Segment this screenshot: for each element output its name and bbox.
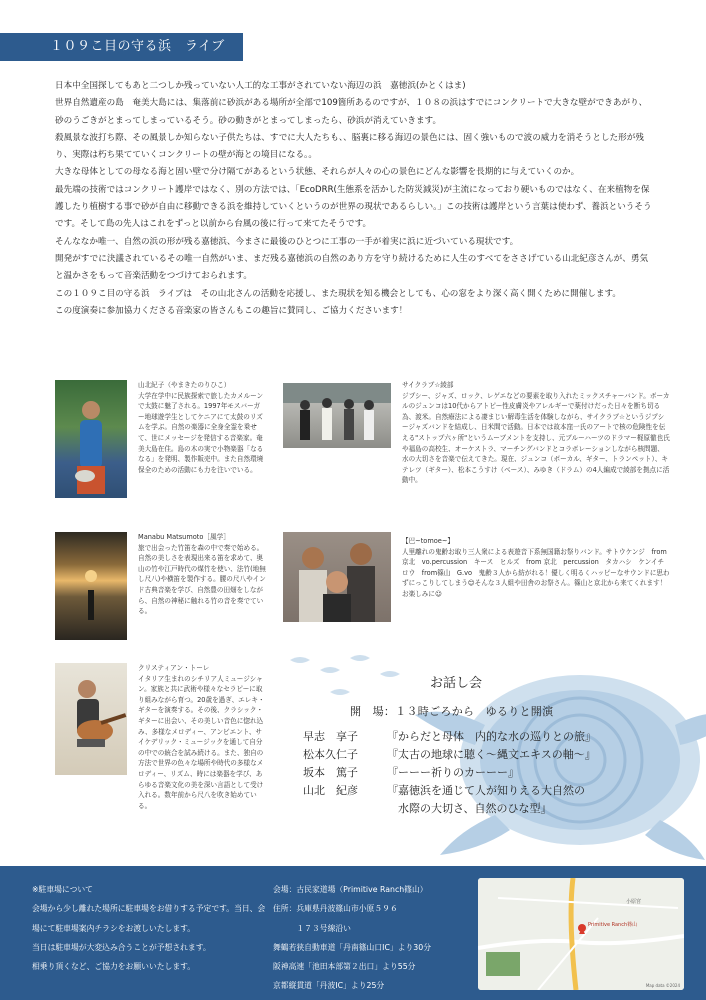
- intro-paragraph: 世界自然遺産の島 奄美大島には、集落前に砂浜がある場所が全部で109箇所あるのですが、１０８の浜はすでにコンクリートで大きな壁ができあがり、砂のうごきがとまってしまっているそう。砂の動きがとまってしまったら、砂浜が消えていきます。: [55, 98, 648, 126]
- guitarist-illustration: [55, 663, 127, 775]
- performer-photo-yamakita: [55, 380, 127, 498]
- performer-description: 旅で出会った竹笛を森の中で奏で始める。自然の美しさを表現出来る笛を求めて、奥山の竹や江戸時代の煤竹を使い、法竹(地無し尺八)や横笛を製作する。腰の尺八やインド古典音楽を学び、自然豊の田畑をしながら、自然の神秘に触れる竹の音を奏でている。: [138, 543, 266, 616]
- venue-info: [273, 880, 473, 996]
- access-route: 阪神高速「池田本部第２出口」より55分: [273, 962, 416, 972]
- performer-photo-christian: [55, 663, 127, 775]
- access-route: 舞鶴若狭自動車道「丹南篠山口IC」より30分: [273, 942, 432, 952]
- performer-name: Manabu Matsumoto［風学］: [138, 533, 230, 541]
- talk-topic: 『太古の地球に聴く～縄文エキスの軸～』: [387, 748, 596, 761]
- intro-paragraph: 殺風景な波打ち際、その風景しか知らない子供たちは、すでに大人たちも、、脳裏に移る海辺の景色には、固く強いもので波の威力を消そうとした形が残り、実際は朽ち果てていくコンクリートの壁が海との境目になる。。: [55, 132, 644, 161]
- intro-text: [55, 78, 655, 320]
- venue-name: 会場：古民家道場（Primitive Ranch篠山）: [273, 885, 428, 894]
- parking-info: [32, 880, 267, 976]
- performer-name: 【巴~tomoe~】: [402, 537, 454, 545]
- talk-row: [303, 746, 706, 764]
- performer-photo-manabu: [55, 532, 127, 640]
- performer-description: イタリア生まれのシチリア人ミュージシャン。家族と共に武術や様々なセラピーに取り組みながら育つ。20歳を過ぎ、エレキ・ギターを演奏する。その後、クラシック・ギターに出会い、その美しい音色に惚れ込み、多様なメロディー、アンビエント、サイケデリック・ミュージックを通して自分の中での統合を試み続ける。また、独自の方法で世界の色々な場所や時代の多様なメロディー、リズム、時には楽器を学び、あらゆる音楽文化の美を深い言語として受け入れる。数年前から尺八を吹き始めている。: [138, 674, 265, 810]
- talk-row: [303, 782, 706, 800]
- talk-schedule: [303, 728, 706, 818]
- map-place-label: 小原宮: [626, 899, 642, 905]
- performer-name: 山北紀子（やまきたのりひこ）: [138, 381, 231, 389]
- trio-illustration: [283, 532, 391, 622]
- intro-paragraph: 最先端の技術ではコンクリート護岸ではなく、別の方法では、「EcoDRR(生態系を活かした防災減災)が主流になっており硬いものではなく、在来植物を保護したり植樹する事で砂が自由に移動できる浜を維持していくというのが世界の現状であるらしい。」この技術は護岸という言葉は使わず、養浜というそうです。そして島の先人はこれをずっと以前から台風の後に行って来てたそうです。: [55, 184, 652, 230]
- map-pin-label: Primitive Ranch篠山: [588, 922, 638, 928]
- performer-description: ジプシー、ジャズ、ロック、レゲエなどの要素を取り入れたミックスチャーバンド。ボーカルのジュンコは10代からアトピー性皮膚炎やアレルギーで薬付けだった日々を断ち切る為、渡米。自然療法による凄まじい解毒生活を体験しながら、サイクラブ☆というジプシージャズバンドを結成し、日米間で活動。日本では故本窪一氏のアートで核の危険性を伝える"ストップ六ヶ所"というムーブメントを支持し、元ブルーハーツのドラマー梶原徹也氏や福島の高校生、オーケストラ、マーチングバンドとコラボレーションしながら核問題、水の大切さを音楽で伝えてきた。現在、ジュンコ（ボーカル、ギター、トランペット）、キテレツ（ギター）、松本こうすけ（ベース）、みゆき（ドラム）の4人編成で綾部を拠点に活動中。: [402, 391, 670, 485]
- map-attribution: Map data ©2024: [645, 983, 680, 988]
- page-title: １０９こ目の守る浜 ライブ: [0, 33, 243, 61]
- intro-paragraph: 大きな母体としての母なる海と固い壁で分け隔てがあるという状態、それらが人々の心の景色にどんな影響を長期的に与えていくのか。: [55, 167, 580, 178]
- speaker-name: 早志 享子: [303, 730, 358, 743]
- speaker-name: 松本久仁子: [303, 748, 358, 761]
- performer-description: 大学在学中に民族探索で旅したカメルーンで太鼓に魅了される。1997年モスバーガー地球遊学生としてケニアにて太鼓のリズムを学ぶ。自然の楽器に全身全霊を乗せて、世にメッセージを発信する音楽家。奄美大島在住。島の木の実で小物楽器「なるなる」を発明、製作販売中。また自然環境保全のための活動にも力を注いでいる。: [138, 391, 264, 474]
- parking-heading: ※駐車場について: [32, 885, 93, 894]
- talk-row: [303, 728, 706, 746]
- performer-name: クリスティアン・トーレ: [138, 664, 210, 672]
- performer-bio-tomoe: [402, 536, 670, 600]
- talk-topic: 『からだと母体 内的な水の巡りとの旅』: [387, 730, 596, 743]
- intro-paragraph: この１０９こ目の守る浜 ライブは その山北さんの活動を応援し、また現状を知る機会としても、心の窓をより深く高く開くために開催します。: [55, 288, 621, 299]
- band-illustration: [283, 383, 391, 448]
- intro-paragraph: 開発がすでに決議されているその唯一自然がいま、まだ残る嘉徳浜の自然のあり方を守り続けるために人生のすべてをささげている山北紀彦さんが、勇気と温かさをもって音楽活動をつづけておられます。: [55, 253, 649, 282]
- speaker-name: 坂本 篤子: [303, 766, 358, 779]
- performer-photo-cyclub: [283, 383, 391, 448]
- performer-bio-christian: [138, 663, 266, 811]
- performer-description: 人里離れの鬼齢お取り三人衆による表遊音下系無国籍お祭りバンド。サトウケンジ from 京北 vo.percussion キース ヒルズ from 京北 percussion タカハシ ケンイチロウ from篠山 G.vo 鬼齢３人から紡がれる！優しく明るくハッピーなサウンドに思わずにっこりしてしまう😊そんな３人組や田舎のお祭さん。篠山と京北から来てくれます！お楽しみに☺: [402, 547, 670, 598]
- parking-text: 相乗り頂くなど、ご協力をお願いいたします。: [32, 962, 196, 972]
- speaker-name: [303, 800, 387, 818]
- venue-map[interactable]: [478, 878, 684, 990]
- footer: [0, 866, 706, 1000]
- access-route: 京都縦貫道「丹波IC」より25分: [273, 981, 385, 991]
- talk-opening-time: 開 場：１３時ごろから ゆるりと開演: [350, 705, 554, 718]
- intro-paragraph: この度演奏に参加協力くださる音楽家の皆さんもこの趣旨に賛同し、ご協力くださいます！: [55, 305, 408, 316]
- talk-row: [303, 800, 706, 818]
- talk-title: お話し会: [430, 676, 483, 691]
- talk-row: [303, 764, 706, 782]
- talk-topic: 『ーーー祈りのカーーー』: [387, 766, 519, 779]
- performer-photo-tomoe: [283, 532, 391, 622]
- performer-bio-manabu: [138, 532, 266, 617]
- intro-paragraph: そんななか唯一、自然の浜の形が残る嘉徳浜、今まさに最後のひとつに工事の一手が着実に浜に近づいている現状です。: [55, 236, 519, 247]
- person-illustration: [55, 380, 127, 498]
- silhouette-illustration: [55, 532, 127, 640]
- speaker-name: 山北 紀彦: [303, 784, 358, 797]
- venue-address: 住所：兵庫県丹波篠山市小原５９６: [273, 904, 398, 914]
- performer-name: サイクラブ☆綾部: [402, 381, 454, 389]
- parking-text: 会場から少し離れた場所に駐車場をお借りする予定です。当日、会場にて駐車場案内チラシをお渡しいたします。: [32, 904, 266, 933]
- performer-bio-yamakita: [138, 380, 266, 475]
- talk-topic: 水際の大切さ、自然のひな型』: [387, 802, 552, 815]
- map-icon: [478, 878, 684, 990]
- performer-bio-cyclub: [402, 380, 670, 486]
- talk-topic: 『嘉徳浜を通じて人が知りえる大自然の: [387, 784, 585, 797]
- venue-address-note: １７３号線沿い: [273, 923, 351, 933]
- intro-paragraph: 日本中全国探してもあと二つしか残っていない人工的な工事がされていない海辺の浜 嘉徳浜(かとくはま): [55, 81, 466, 91]
- parking-text: 当日は駐車場が大変込み合うことが予想されます。: [32, 942, 211, 952]
